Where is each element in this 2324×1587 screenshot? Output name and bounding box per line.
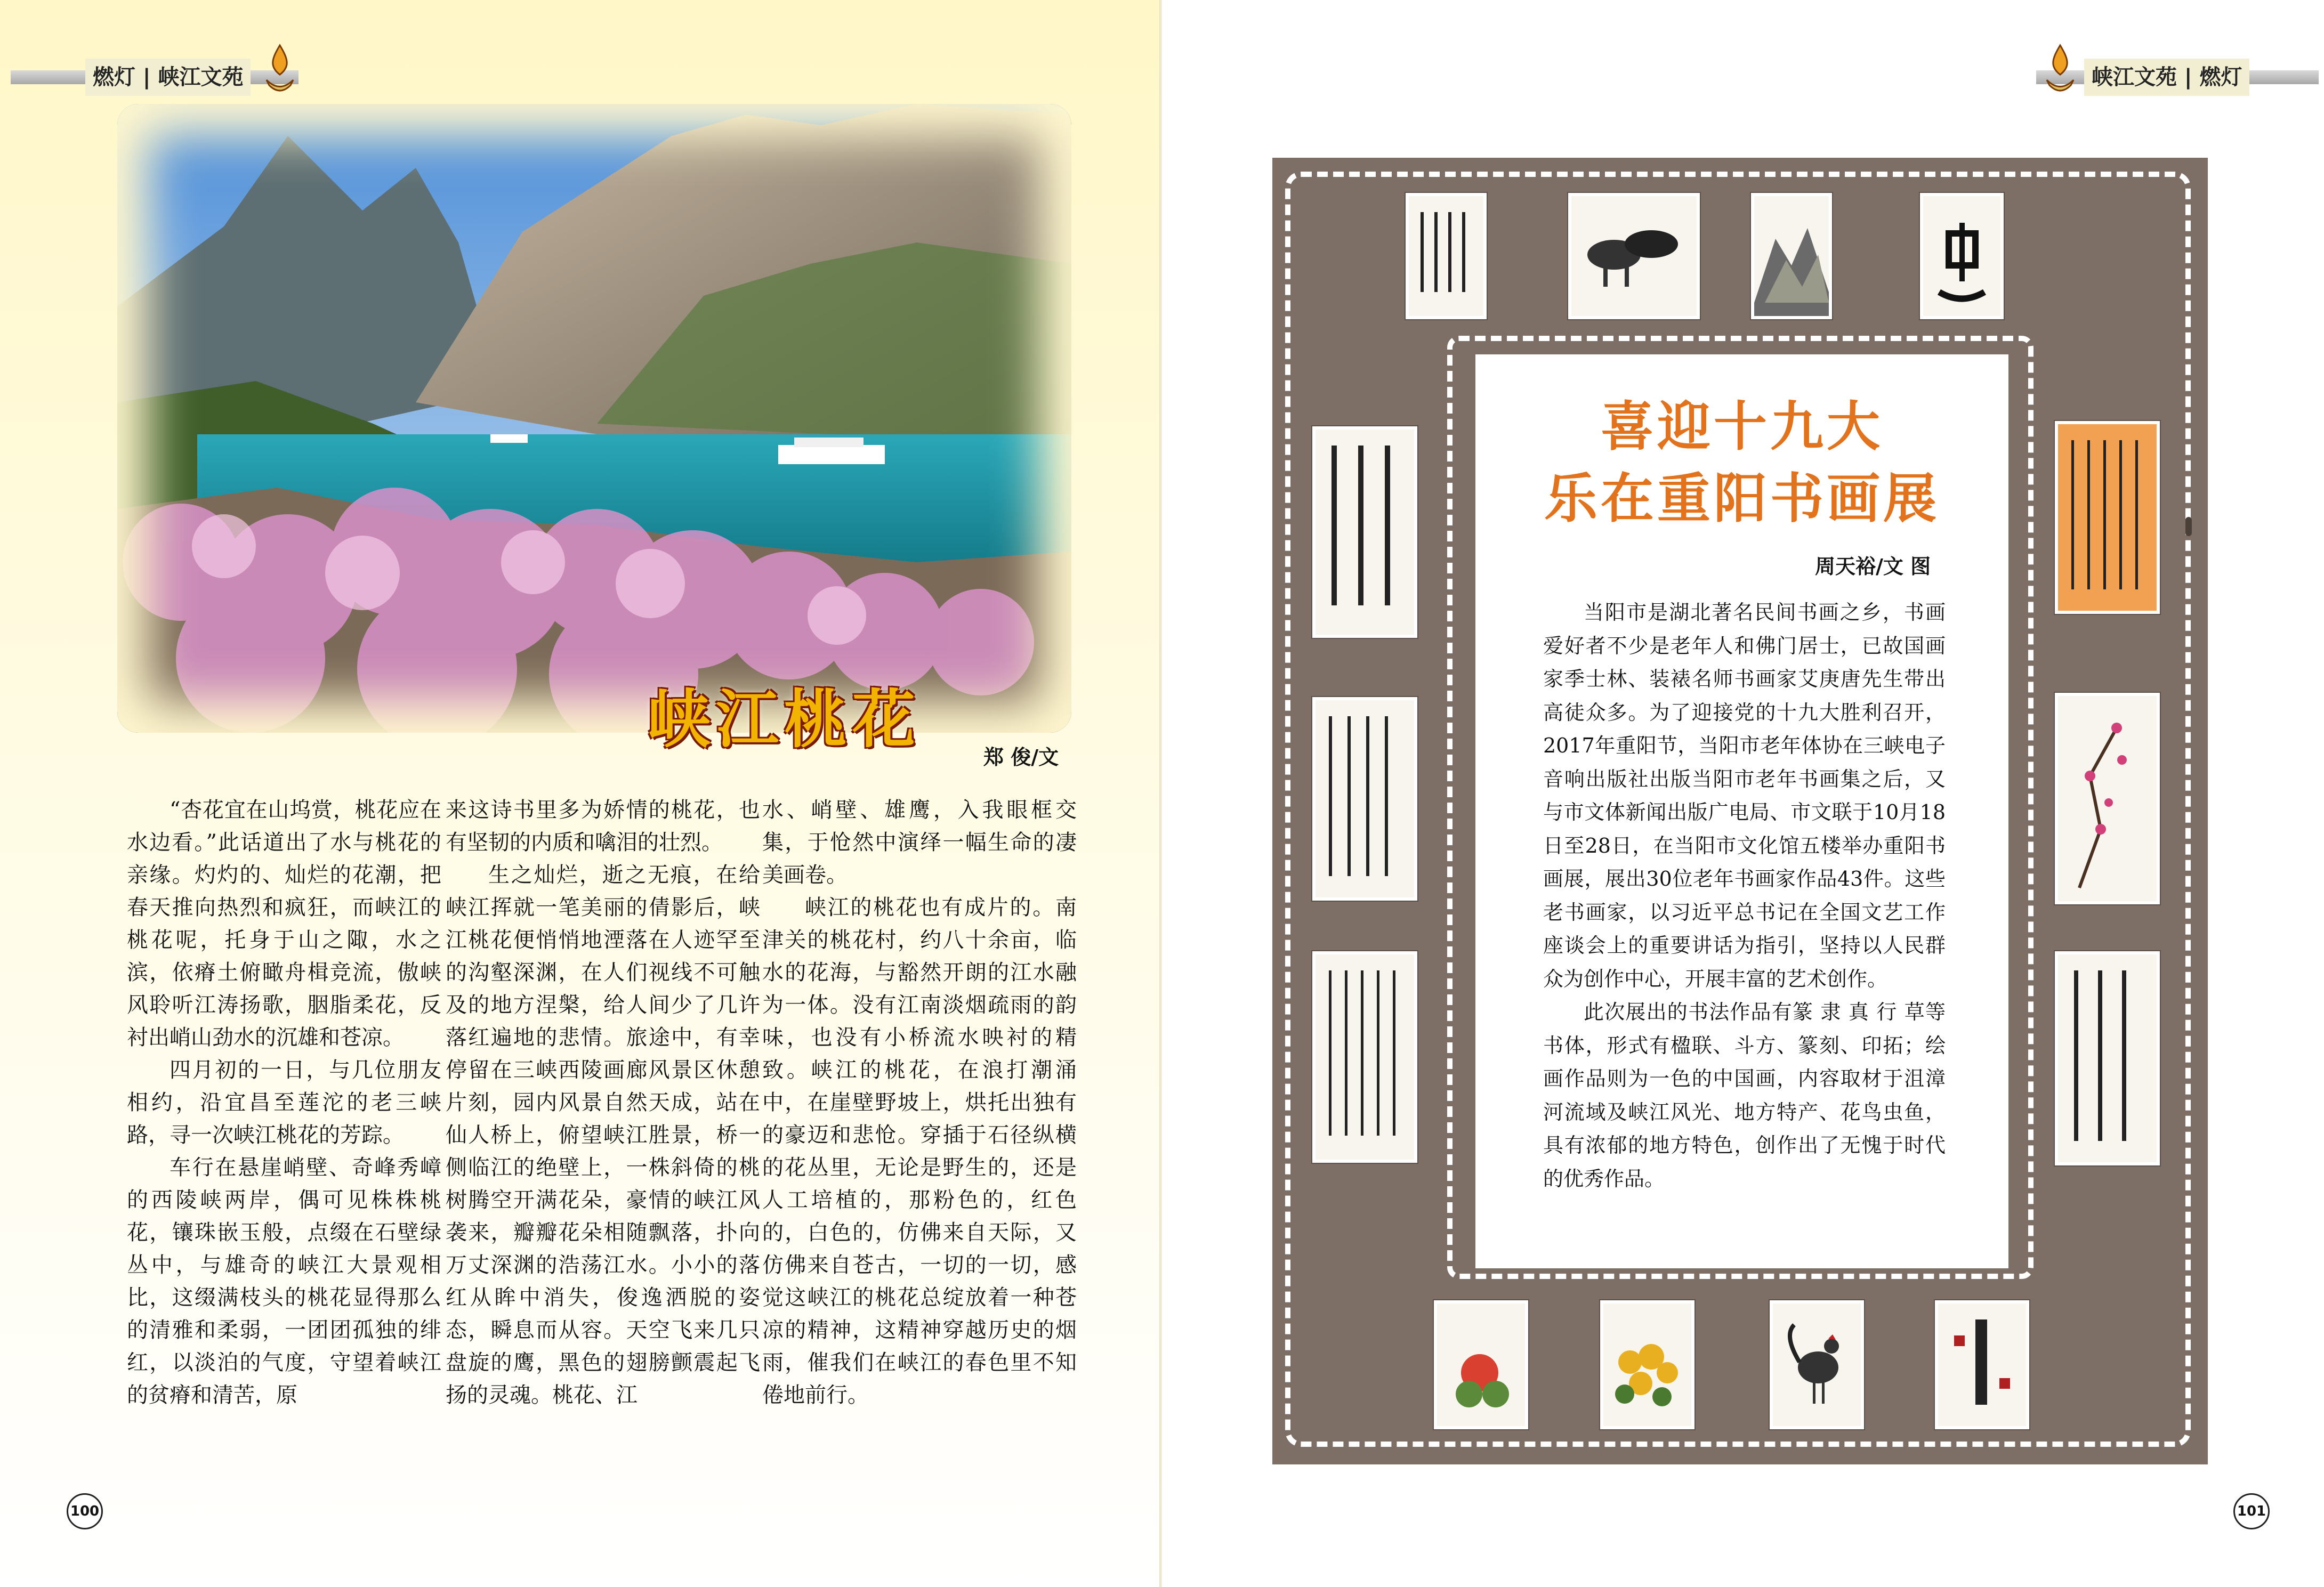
header-label: 峡江文苑 | 燃灯 [2084, 59, 2249, 96]
header-label: 燃灯 | 峡江文苑 [85, 59, 251, 96]
article-title: 峡江桃花 [648, 682, 921, 756]
artwork-running-script [1312, 951, 1417, 1163]
artwork-calligraphy-1 [1406, 193, 1487, 319]
text-column-2 [446, 794, 760, 1412]
page-number: 101 [2233, 1493, 2270, 1529]
artwork-flower-painting [1434, 1300, 1528, 1429]
artwork-oxen-painting [1568, 193, 1700, 319]
frame-marker [2185, 517, 2192, 536]
lamp-icon [2041, 43, 2079, 96]
page-number: 100 [67, 1493, 103, 1529]
artwork-plum-blossom [2055, 693, 2160, 904]
text-column-3 [762, 794, 1077, 1412]
paragraph: 来这诗书里多为娇情的桃花，也有坚韧的内质和噙泪的壮烈。 [446, 798, 760, 855]
left-header [11, 59, 309, 96]
artwork-clerical-script [2055, 951, 2160, 1165]
paragraph: 此次展出的书法作品有篆 隶 真 行 草等书体，形式有楹联、斗方、篆刻、印拓；绘画作品则为一色的中国画，内容取材于沮漳河流域及峡江风光、地方特产、花鸟虫鱼，具有浓郁的地方特色，创作出了无愧于时代的优秀作品。 [1543, 1000, 1946, 1191]
artwork-seal-rubbings [1935, 1300, 2029, 1429]
paragraph: 生之灿烂，逝之无痕，在给峡江挥就一笔美丽的倩影后，峡江桃花便悄悄地湮落在人迹罕至的沟壑深渊，在人们视线不可触及的地方涅槃，给人间少了几许落红遍地的悲情。旅途中，有幸停留在三峡西陵画廊风景区休憩片刻，园内风景自然天成，站在仙人桥上，俯望峡江胜景，桥一侧临江的绝壁上，一株斜倚的桃树腾空开满花朵，豪情的峡江风袭来，瓣瓣花朵相随飘落，扑向万丈深渊的浩荡江水。小小的落红从眸中消失，俊逸洒脱的姿态，瞬息而从容。天空飞来几只盘旋的鹰，黑色的翅膀颤震起飞扬的灵魂。桃花、江 [446, 863, 760, 1407]
artwork-landscape-painting [1751, 193, 1832, 319]
artwork-calligraphy-scroll [2055, 421, 2160, 614]
exhibit-title-line2: 乐在重阳书画展 [1544, 467, 1940, 530]
text-column-1 [127, 794, 441, 1412]
hero-photo [117, 104, 1071, 733]
artwork-cursive-calligraphy [1312, 697, 1417, 901]
exhibit-author: 周天裕/文 图 [1815, 555, 1931, 578]
right-header [2020, 59, 2319, 96]
artwork-zhong-character [1920, 193, 2004, 319]
article-author: 郑 俊/文 [983, 746, 1059, 769]
exhibit-title-line1: 喜迎十九大 [1601, 395, 1883, 458]
artwork-rooster [1770, 1300, 1864, 1429]
paragraph: 水、峭壁、雄鹰，入我眼框交集，于怆然中演绎一幅生命的凄美画卷。 [762, 798, 1077, 887]
paragraph: 四月初的一日，与几位朋友相约，沿宜昌至莲沱的老三峡路，寻一次峡江桃花的芳踪。 [127, 1058, 441, 1147]
artwork-calligraphy-couplet [1312, 426, 1417, 638]
lamp-icon [261, 43, 298, 96]
paragraph: “杏花宜在山坞赏，桃花应在水边看。”此话道出了水与桃花的亲缘。灼灼的、灿烂的花潮，把春天推向热烈和疯狂，而峡江的桃花呢，托身于山之陬，水之滨，依瘠土俯瞰舟楫竞流，傲峡风聆听江涛扬歌，胭脂柔花，反衬出峭山劲水的沉雄和苍凉。 [127, 798, 441, 1050]
hero-vignette [117, 104, 1071, 733]
paragraph: 车行在悬崖峭壁、奇峰秀嶂的西陵峡两岸，偶可见株株桃花，镶珠嵌玉般，点缀在石壁绿丛中，与雄奇的峡江大景观相比，这缀满枝头的桃花显得那么的清雅和柔弱，一团团孤独的绯红，以淡泊的气度，守望着峡江的贫瘠和清苦，原 [127, 1155, 441, 1407]
exhibit-article-body [1543, 596, 1946, 1195]
paragraph: 峡江的桃花也有成片的。南津关的桃花村，约八十余亩，临水的花海，与豁然开朗的江水融为一体。没有江南淡烟疏雨的韵味，也没有小桥流水映衬的精致。峡江的桃花，在浪打潮涌中，在崖壁野坡上，烘托出独有的豪迈和悲怆。穿插于石径纵横的花丛里，无论是野生的，还是人工培植的，那粉色的，红色的，白色的，仿佛来自天际，又仿佛来自苍古，一切的一切，感觉这峡江的桃花总绽放着一种苍凉的精神，这精神穿越历史的烟雨，催我们在峡江的春色里不知倦地前行。 [762, 895, 1077, 1407]
paragraph: 当阳市是湖北著名民间书画之乡，书画爱好者不少是老年人和佛门居士，已故国画家季士林、装裱名师书画家艾庚唐先生带出高徒众多。为了迎接党的十九大胜利召开，2017年重阳节，当阳市老年体协在三峡电子音响出版社出版当阳市老年书画集之后，又与市文体新闻出版广电局、市文联于10月18日至28日，在当阳市文化馆五楼举办重阳书画展，展出30位老年书画家作品43件。这些老书画家，以习近平总书记在全国文艺工作座谈会上的重要讲话为指引，坚持以人民群众为创作中心，开展丰富的艺术创作。 [1543, 601, 1946, 991]
artwork-yellow-flowers [1600, 1300, 1694, 1429]
